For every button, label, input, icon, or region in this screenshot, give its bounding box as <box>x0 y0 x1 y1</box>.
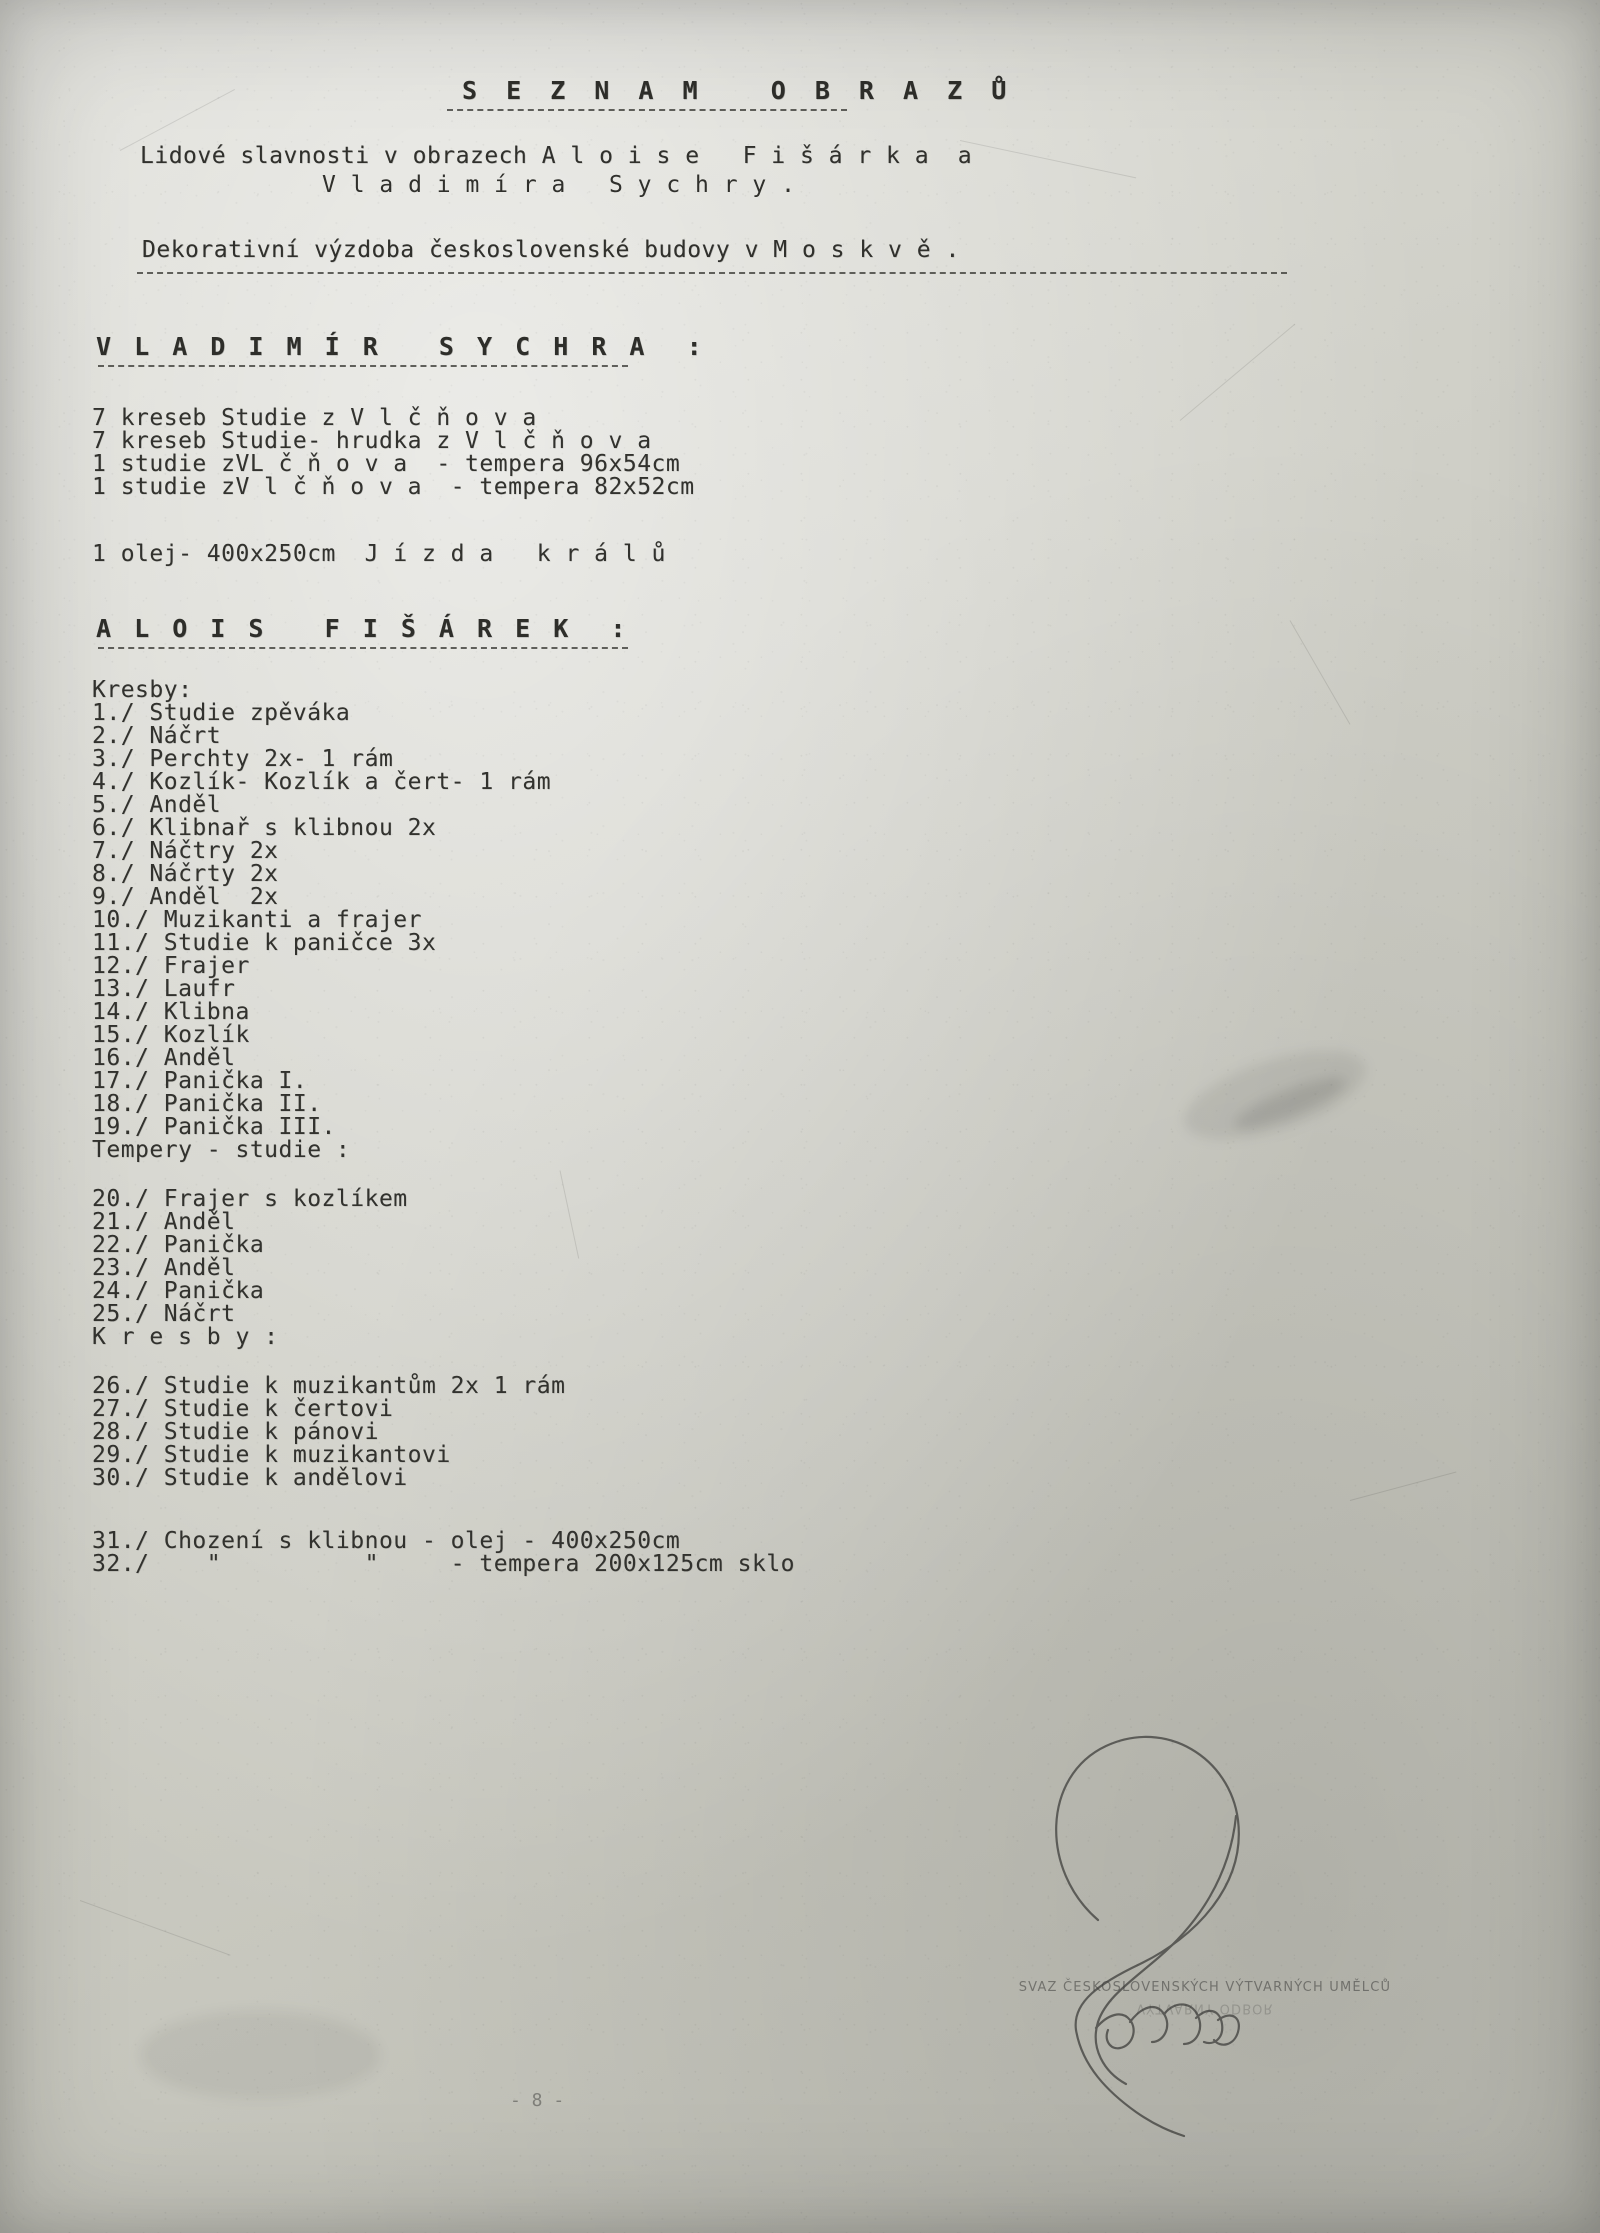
list-item: 4./ Kozlík- Kozlík a čert- 1 rám <box>92 768 552 795</box>
typed-list-body <box>92 78 1482 1576</box>
list-item: 31./ Chození s klibnou - olej - 400x250cm <box>92 1527 681 1554</box>
subtitle-line-1: Lidové slavnosti v obrazech A l o i s e F i š á r k a a <box>140 143 973 169</box>
spacer <box>92 1349 1482 1375</box>
subtitle-line-2: V l a d i m í r a S y c h r y . <box>322 172 796 198</box>
fisarek-kresby-block <box>92 676 1482 1163</box>
list-item: 1./ Studie zpěváka <box>92 699 351 726</box>
paper-scratch <box>80 1900 231 1956</box>
section-heading-fisarek: A L O I S F I Š Á R E K : <box>96 613 630 643</box>
list-item: 9./ Anděl 2x <box>92 883 279 910</box>
list-item: 24./ Panička <box>92 1277 265 1304</box>
list-item: 3./ Perchty 2x- 1 rám <box>92 745 394 772</box>
list-item: 12./ Frajer <box>92 952 250 979</box>
list-item: 26./ Studie k muzikantům 2x 1 rám <box>92 1372 566 1399</box>
sychra-item-list <box>92 407 1482 499</box>
page-foot-mark: - 8 - <box>510 2090 565 2111</box>
list-item: 1 studie zVL č ň o v a - tempera 96x54cm <box>92 451 681 477</box>
organisation-stamp <box>990 1978 1420 2017</box>
spacer <box>92 1162 1482 1188</box>
sychra-underline <box>98 365 628 367</box>
subtitle-line-3: Dekorativní výzdoba československé budovy v M o s k v ě . <box>142 237 960 263</box>
subtitle-underline <box>137 272 1287 274</box>
list-item: 17./ Panička I. <box>92 1067 308 1094</box>
fisarek-kresby-second-block <box>92 1372 1482 1491</box>
list-item: 21./ Anděl <box>92 1208 236 1235</box>
stamp-line-2: VÝTVARNÝ ODBOR <box>1136 2000 1274 2015</box>
list-item: 28./ Studie k pánovi <box>92 1418 379 1445</box>
label-kresby-second: K r e s b y : <box>92 1323 279 1350</box>
list-item: 29./ Studie k muzikantovi <box>92 1441 451 1468</box>
list-item: 15./ Kozlík <box>92 1021 250 1048</box>
fisarek-final-block <box>92 1527 1482 1577</box>
spacer <box>92 499 1482 539</box>
list-item: 5./ Anděl <box>92 791 222 818</box>
list-item: 23./ Anděl <box>92 1254 236 1281</box>
list-item: 32./ " " - tempera 200x125cm sklo <box>92 1550 796 1577</box>
list-item: 13./ Laufr <box>92 975 236 1002</box>
handwritten-signature <box>980 1680 1310 2140</box>
label-kresby: Kresby: <box>92 676 193 703</box>
list-item: 25./ Náčrt <box>92 1300 236 1327</box>
list-item: 30./ Studie k andělovi <box>92 1464 408 1491</box>
list-item: 8./ Náčrty 2x <box>92 860 279 887</box>
paper-smudge <box>140 2010 380 2100</box>
list-item: 16./ Anděl <box>92 1044 236 1071</box>
list-item: 14./ Klibna <box>92 998 250 1025</box>
spacer <box>92 1490 1482 1530</box>
page-title: S E Z N A M O B R A Z Ů <box>462 76 1014 105</box>
list-item: 18./ Panička II. <box>92 1090 322 1117</box>
list-item: 22./ Panička <box>92 1231 265 1258</box>
list-item: 20./ Frajer s kozlíkem <box>92 1185 408 1212</box>
label-tempery: Tempery - studie : <box>92 1136 351 1163</box>
fisarek-tempery-block <box>92 1185 1482 1350</box>
list-item: 27./ Studie k čertovi <box>92 1395 394 1422</box>
list-item: 19./ Panička III. <box>92 1113 336 1140</box>
list-item: 1 studie zV l č ň o v a - tempera 82x52cm <box>92 474 695 500</box>
list-item: 2./ Náčrt <box>92 722 222 749</box>
list-item: 10./ Muzikanti a frajer <box>92 906 422 933</box>
list-item: 7./ Náčtry 2x <box>92 837 279 864</box>
list-item: 7 kreseb Studie- hrudka z V l č ň o v a <box>92 428 652 454</box>
list-item: 7 kreseb Studie z V l č ň o v a <box>92 405 537 431</box>
sychra-oil-entry: 1 olej- 400x250cm J í z d a k r á l ů <box>92 541 666 567</box>
list-item: 6./ Klibnař s klibnou 2x <box>92 814 437 841</box>
title-underline <box>447 109 847 111</box>
section-heading-sychra: V L A D I M Í R S Y C H R A : <box>96 332 706 361</box>
stamp-line-1: SVAZ ČESKOSLOVENSKÝCH VÝTVARNÝCH UMĚLCŮ <box>1018 1980 1392 1995</box>
fisarek-underline <box>98 647 628 649</box>
list-item: 11./ Studie k paničce 3x <box>92 929 437 956</box>
